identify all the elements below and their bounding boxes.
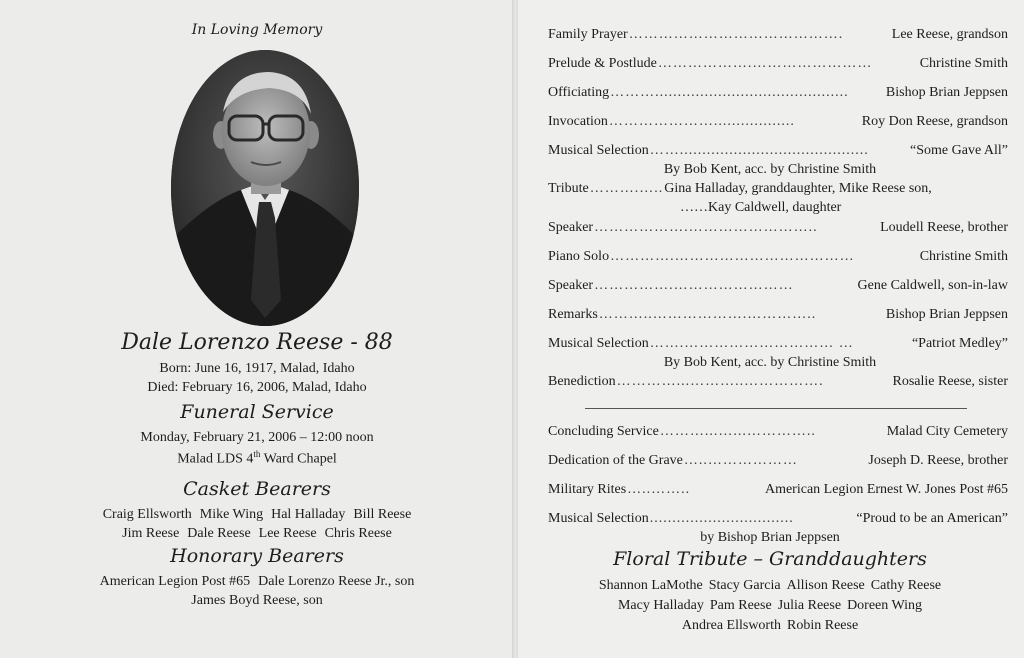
program-item — [548, 114, 1008, 130]
program-value: Malad City Cemetery — [886, 424, 1008, 439]
service-datetime: Monday, February 21, 2006 – 12:00 noon — [140, 430, 374, 445]
granddaughter-name: Macy Halladay — [617, 598, 704, 613]
program-value: Christine Smith — [919, 249, 1008, 264]
in-loving-memory: In Loving Memory — [191, 22, 323, 38]
granddaughter-name: Andrea Ellsworth — [681, 618, 781, 633]
program-label: Benediction — [548, 374, 616, 389]
program-item — [548, 336, 1008, 352]
program-value: Joseph D. Reese, brother — [868, 453, 1008, 468]
program-item — [548, 85, 1008, 101]
program-value: Rosalie Reese, sister — [892, 374, 1008, 389]
honorary-row2: James Boyd Reese, son — [191, 593, 323, 608]
decedent-name: Dale Lorenzo Reese - 88 — [121, 330, 393, 355]
program-label: Military Rites — [548, 482, 627, 497]
portrait-image — [171, 50, 359, 326]
program-item — [548, 374, 1008, 390]
program-value: “Patriot Medley” — [911, 336, 1008, 351]
program-label: Concluding Service — [548, 424, 659, 439]
bearer-name: Chris Reese — [324, 526, 392, 541]
death-info: Died: February 16, 2006, Malad, Idaho — [147, 380, 367, 395]
funeral-heading: Funeral Service — [180, 401, 334, 423]
bearer-name: Bill Reese — [353, 507, 412, 522]
service-place-sup: th — [253, 449, 261, 459]
program-value: Gina Halladay, granddaughter, Mike Reese son, — [664, 181, 932, 196]
program-label: Musical Selection — [548, 511, 649, 526]
program-label: Musical Selection — [548, 336, 649, 351]
program-label: Piano Solo — [548, 249, 610, 264]
honorary-name: Dale Lorenzo Reese Jr., son — [258, 574, 415, 589]
bearer-name: Hal Halladay — [271, 507, 346, 522]
program-value: “Proud to be an American” — [856, 511, 1008, 526]
program-item — [548, 143, 1008, 159]
program-value: Roy Don Reese, grandson — [861, 114, 1008, 129]
program-label: Invocation — [548, 114, 608, 129]
leader-dots: …..……………… — [683, 453, 798, 468]
service-place-pre: Malad LDS 4 — [177, 451, 254, 467]
leader-dots: ………….……………………………… — [610, 249, 855, 264]
leader-dots: ……………….…………………… — [657, 56, 873, 71]
honorary-heading: Honorary Bearers — [170, 545, 344, 567]
program-item — [548, 249, 1008, 265]
service-place-post: Ward Chapel — [260, 451, 337, 467]
floral-heading: Floral Tribute – Granddaughters — [613, 548, 927, 570]
casket-heading: Casket Bearers — [183, 478, 331, 500]
granddaughters-row1 — [516, 578, 1024, 594]
program-item — [548, 453, 1008, 469]
bearer-name: Jim Reese — [122, 526, 180, 541]
program-subline: By Bob Kent, acc. by Christine Smith — [663, 162, 877, 177]
program-label: Officiating — [548, 85, 610, 100]
program-subline: ……Kay Caldwell, daughter — [680, 200, 842, 215]
leader-dots: ……………….…………………….. — [594, 220, 818, 235]
leader-dots: …………...………..……………. — [616, 374, 824, 389]
leader-dots: ……………………………………. — [628, 27, 844, 42]
program-label: Remarks — [548, 307, 598, 322]
leader-dots: …..…….. — [627, 482, 691, 497]
bearer-name: Lee Reese — [258, 526, 317, 541]
program-label: Musical Selection — [548, 143, 649, 158]
program-label: Tribute — [548, 181, 589, 196]
program-item — [548, 278, 1008, 294]
program-value: Loudell Reese, brother — [880, 220, 1008, 235]
granddaughters-row3 — [516, 618, 1024, 634]
section-divider — [585, 408, 967, 409]
program-subline: by Bishop Brian Jeppsen — [700, 530, 840, 545]
program-item — [548, 220, 1008, 236]
granddaughter-name: Allison Reese — [786, 578, 865, 593]
program-value: Gene Caldwell, son-in-law — [857, 278, 1008, 293]
program-value: Bishop Brian Jeppsen — [885, 307, 1008, 322]
program-item — [548, 181, 1008, 197]
granddaughter-name: Pam Reese — [709, 598, 772, 613]
program-label: Speaker — [548, 278, 594, 293]
leader-dots: …….………………………… … — [649, 336, 854, 351]
program-item — [548, 27, 1008, 43]
program-value: Bishop Brian Jeppsen — [885, 85, 1008, 100]
service-place — [0, 449, 514, 468]
portrait-photo — [171, 50, 359, 326]
granddaughter-name: Stacy Garcia — [708, 578, 781, 593]
program-item — [548, 511, 1008, 527]
program-label: Speaker — [548, 220, 594, 235]
leader-dots: ………........................................... — [610, 85, 849, 100]
granddaughter-name: Shannon LaMothe — [598, 578, 703, 593]
honorary-row1 — [0, 574, 514, 590]
bearer-name: Craig Ellsworth — [102, 507, 192, 522]
leader-dots: ………...…...………….. — [659, 424, 816, 439]
bearer-name: Dale Reese — [187, 526, 251, 541]
bearer-name: Mike Wing — [199, 507, 264, 522]
program-value: “Some Gave All” — [910, 143, 1008, 158]
casket-bearers-row1 — [0, 507, 514, 523]
program-item — [548, 307, 1008, 323]
program-value: American Legion Ernest W. Jones Post #65 — [764, 482, 1008, 497]
granddaughters-row2 — [516, 598, 1024, 614]
program-value: Lee Reese, grandson — [891, 27, 1008, 42]
program-item — [548, 424, 1008, 440]
leader-dots: ……….….. — [589, 181, 664, 196]
granddaughter-name: Robin Reese — [787, 618, 859, 633]
program-subline: By Bob Kent, acc. by Christine Smith — [663, 355, 877, 370]
leader-dots: …….......................................... — [649, 143, 869, 158]
program-item — [548, 56, 1008, 72]
leader-dots: …………….…………………… — [594, 278, 794, 293]
casket-bearers-row2 — [0, 526, 514, 542]
program-label: Family Prayer — [548, 27, 628, 42]
leader-dots: ................................ — [649, 511, 794, 526]
program-item — [548, 482, 1008, 498]
granddaughter-name: Doreen Wing — [847, 598, 923, 613]
leader-dots: ………..……………….………….. — [598, 307, 817, 322]
birth-info: Born: June 16, 1917, Malad, Idaho — [159, 361, 355, 376]
program-value: Christine Smith — [919, 56, 1008, 71]
granddaughter-name: Cathy Reese — [870, 578, 942, 593]
program-label: Dedication of the Grave — [548, 453, 683, 468]
leader-dots: ………………….................. — [608, 114, 795, 129]
honorary-name: American Legion Post #65 — [99, 574, 251, 589]
program-label: Prelude & Postlude — [548, 56, 657, 71]
granddaughter-name: Julia Reese — [777, 598, 842, 613]
